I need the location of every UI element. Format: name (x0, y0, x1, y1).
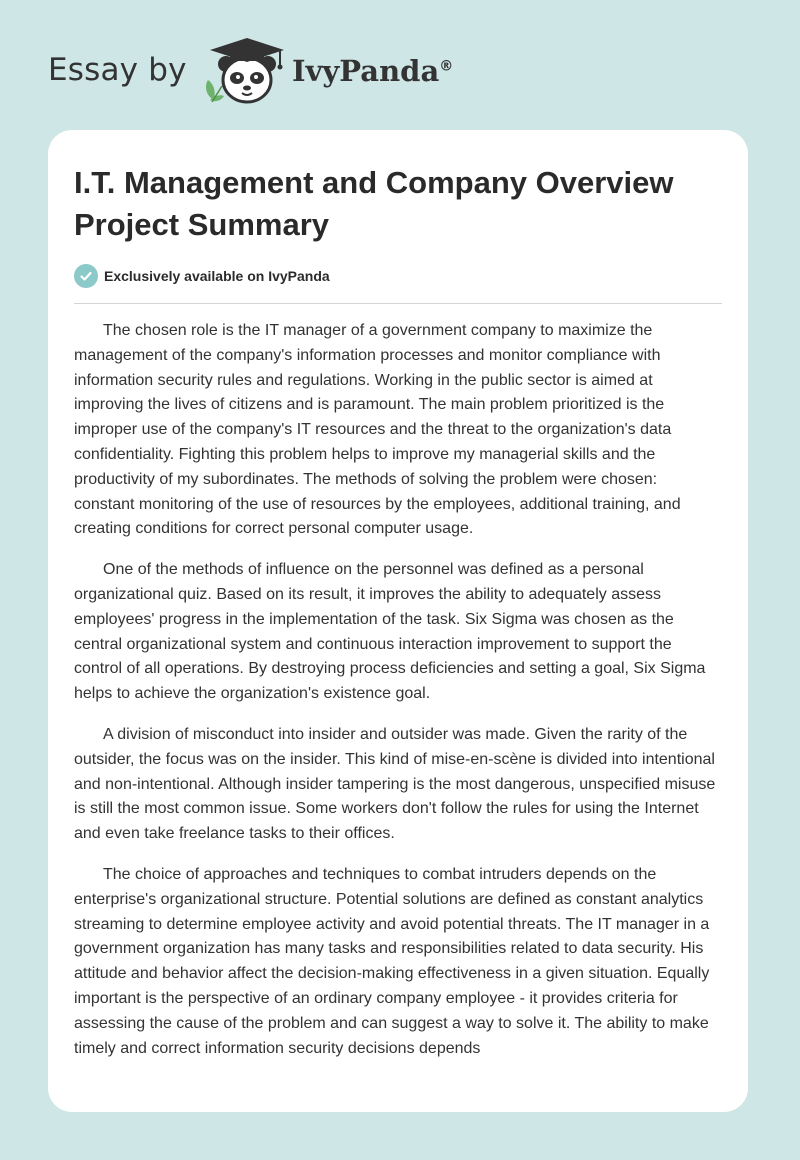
essay-card (48, 130, 748, 1112)
registered-mark: ® (439, 58, 454, 75)
essay-title: I.T. Management and Company Overview Project Summary (74, 165, 674, 242)
paragraph: A division of misconduct into insider and outsider was made. Given the rarity of the outsider, the focus was on the insider. This kind of mise-en-scène is divided into intentional and non-intentional. Although insider tampering is the most dangerous, unspecified misuse is still the most common issue. Some workers don't follow the rules for using the Internet and even take freelance tasks to their offices. (74, 725, 716, 843)
exclusive-label: Exclusively available on IvyPanda (104, 268, 330, 284)
paragraph: The choice of approaches and techniques to combat intruders depends on the enterprise's organizational structure. Potential solutions are defined as constant analytics streaming to determine employee activity and avoid potential threats. The IT manager in a government organization has many tasks and responsibilities related to data security. His attitude and behavior affect the decision-making effectiveness in a given situation. Equally important is the perspective of an ordinary company employee - it provides criteria for assessing the cause of the problem and can suggest a way to solve it. The ability to make timely and correct information security decisions depends (74, 865, 710, 1057)
brand-name: IvyPanda® (292, 54, 454, 88)
exclusive-badge (74, 264, 330, 288)
paragraph: The chosen role is the IT manager of a government company to maximize the management of the company's information processes and monitor compliance with information security rules and regulations. Working in the public sector is aimed at improving the lives of citizens and is paramount. The main problem prioritized is the improper use of the company's IT resources and the threat to the organization's data confidentiality. Fighting this problem helps to improve my managerial skills and the productivity of my subordinates. The methods of solving the problem were chosen: constant monitoring of the use of resources by the employees, additional training, and creating conditions for correct personal computer usage. (74, 322, 681, 538)
paragraph: One of the methods of influence on the personnel was defined as a personal organizational quiz. Based on its result, it improves the ability to adequately assess employees' progress in the implementation of the task. Six Sigma was chosen as the central organizational system and continuous interaction improvement to support the control of all operations. By destroying process deficiencies and setting a goal, Six Sigma helps to achieve the organization's existence goal. (74, 561, 706, 703)
divider (74, 303, 722, 304)
panda-graduate-icon (202, 36, 292, 108)
essay-body (74, 319, 722, 1077)
check-circle-icon (74, 264, 98, 288)
essay-by-label: Essay by (48, 52, 187, 88)
site-header (48, 36, 508, 108)
